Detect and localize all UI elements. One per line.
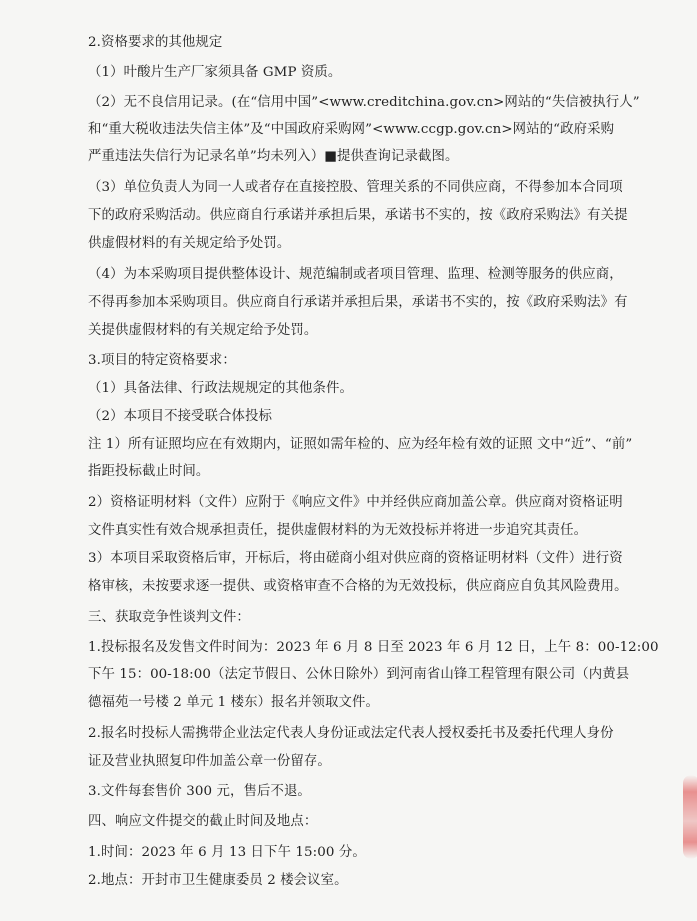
doc-line-25: 2.报名时投标人需携带企业法定代表人身份证或法定代表人授权委托书及委托代理人身份	[88, 726, 614, 741]
doc-line-14: （2）本项目不接受联合体投标	[88, 409, 272, 424]
doc-line-15: 注 1）所有证照均应在有效期内，证照如需年检的、应为经年检有效的证照 文中“近”、“前”	[88, 437, 633, 452]
doc-line-29: 1.时间：2023 年 6 月 13 日下午 15:00 分。	[88, 845, 366, 860]
doc-line-2: （1）叶酸片生产厂家须具备 GMP 资质。	[88, 65, 342, 80]
doc-line-26: 证及营业执照复印件加盖公章一份留存。	[88, 754, 331, 769]
doc-line-18: 文件真实性有效合规承担责任，提供虚假材料的为无效投标并将进一步追究其责任。	[88, 523, 588, 538]
doc-line-23: 下午 15：00-18:00（法定节假日、公休日除外）到河南省山锋工程管理有限公司（内黄县	[88, 667, 630, 682]
doc-line-13: （1）具备法律、行政法规规定的其他条件。	[88, 381, 353, 396]
doc-line-21: 三、获取竞争性谈判文件：	[88, 610, 250, 625]
doc-line-5: 严重违法失信行为记录名单”均未列入）■提供查询记录截图。	[88, 149, 459, 164]
doc-line-27: 3.文件每套售价 300 元，售后不退。	[88, 784, 311, 799]
doc-line-16: 指距投标截止时间。	[88, 464, 210, 479]
doc-line-11: 关提供虚假材料的有关规定给予处罚。	[88, 323, 318, 338]
doc-line-22: 1.投标报名及发售文件时间为：2023 年 6 月 8 日至 2023 年 6 月 12 日，上午 8：00-12:00	[88, 640, 659, 655]
doc-line-28: 四、响应文件提交的截止时间及地点：	[88, 814, 318, 829]
doc-line-19: 3）本项目采取资格后审，开标后，将由磋商小组对供应商的资格证明材料（文件）进行资	[88, 551, 623, 566]
doc-line-20: 格审核，未按要求逐一提供、或资格审查不合格的为无效投标，供应商应自负其风险费用。	[88, 579, 628, 594]
doc-line-4: 和“重大税收违法失信主体”及“中国政府采购网”<www.ccgp.gov.cn>网站的“政府采购	[88, 122, 615, 137]
doc-line-30: 2.地点：开封市卫生健康委员 2 楼会议室。	[88, 873, 348, 888]
doc-line-24: 德福苑一号楼 2 单元 1 楼东）报名并领取文件。	[88, 695, 379, 710]
doc-line-7: 下的政府采购活动。供应商自行承诺并承担后果，承诺书不实的，按《政府采购法》有关提	[88, 208, 628, 223]
red-stamp-edge	[683, 775, 697, 859]
doc-line-8: 供虚假材料的有关规定给予处罚。	[88, 236, 291, 251]
doc-line-6: （3）单位负责人为同一人或者存在直接控股、管理关系的不同供应商，不得参加本合同项	[88, 180, 623, 195]
doc-line-9: （4）为本采购项目提供整体设计、规范编制或者项目管理、监理、检测等服务的供应商，	[88, 267, 623, 282]
doc-line-10: 不得再参加本采购项目。供应商自行承诺并承担后果，承诺书不实的，按《政府采购法》有	[88, 295, 628, 310]
doc-line-1: 2.资格要求的其他规定	[88, 35, 223, 50]
doc-line-12: 3.项目的特定资格要求：	[88, 353, 236, 368]
doc-line-17: 2）资格证明材料（文件）应附于《响应文件》中并经供应商加盖公章。供应商对资格证明	[88, 495, 623, 510]
doc-line-3: （2）无不良信用记录。(在“信用中国”<www.creditchina.gov.cn>网站的“失信被执行人”	[88, 95, 640, 110]
